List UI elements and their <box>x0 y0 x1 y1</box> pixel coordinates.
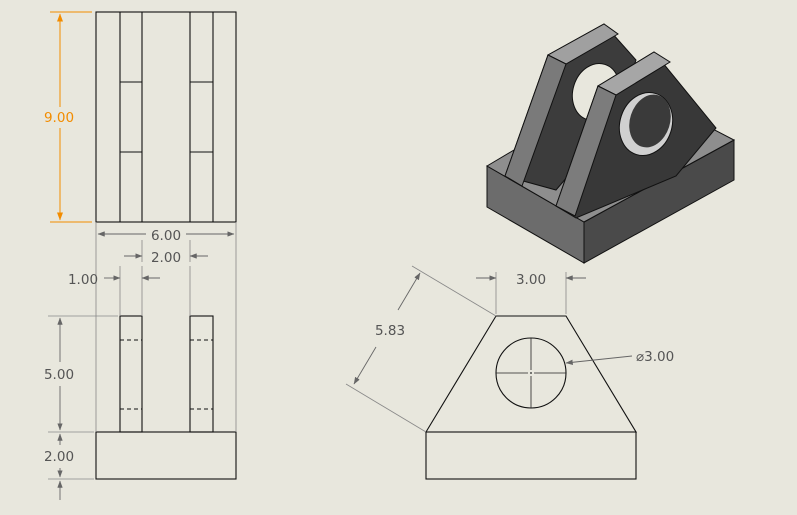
front-view <box>44 238 236 500</box>
isometric-view <box>487 24 734 263</box>
top-view <box>44 12 236 266</box>
dim-hole-diameter[interactable]: ⌀3.00 <box>636 349 675 365</box>
front-view-right-upright <box>190 316 213 432</box>
dim-base-2[interactable]: 2.00 <box>43 449 75 465</box>
dim-top-width-3[interactable]: 3.00 <box>515 272 547 288</box>
dim-gap-2[interactable]: 2.00 <box>150 250 182 266</box>
dim-height-9[interactable]: 9.00 <box>43 110 75 126</box>
dim-rib-1[interactable]: 1.00 <box>67 272 99 288</box>
side-view <box>346 266 674 479</box>
front-view-left-upright <box>120 316 142 432</box>
side-view-base <box>426 432 636 479</box>
dim-width-6[interactable]: 6.00 <box>150 228 182 244</box>
top-view-outline <box>96 12 236 222</box>
dim-upright-5[interactable]: 5.00 <box>43 367 75 383</box>
dim-slant-5-83[interactable]: 5.83 <box>374 323 406 339</box>
side-view-trapezoid <box>426 316 636 432</box>
front-view-base <box>96 432 236 479</box>
